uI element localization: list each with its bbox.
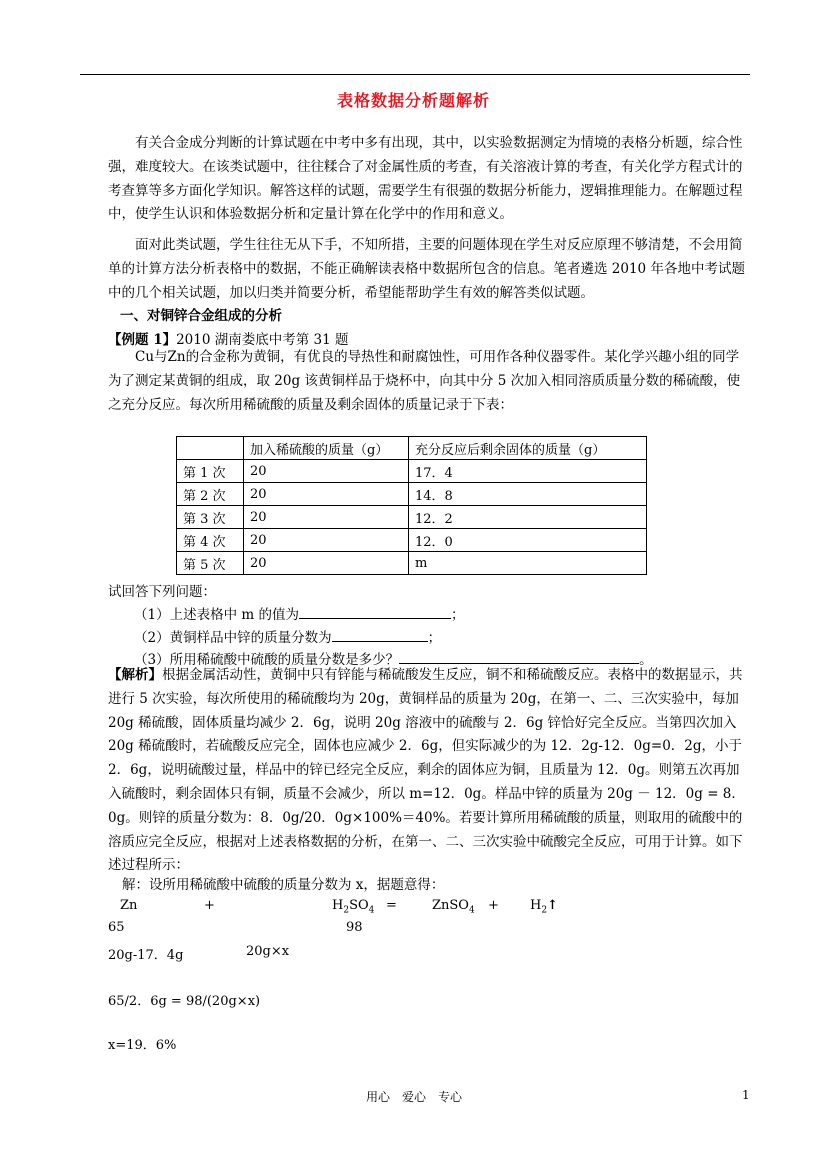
example-tag: 【例题 1】 [108, 332, 177, 348]
answer-blank-2 [332, 627, 428, 642]
header-rule [80, 74, 750, 75]
table-row [177, 460, 647, 483]
question-1-end: ； [450, 607, 465, 623]
question-1 [134, 603, 464, 623]
table-cell: 20 [244, 506, 409, 529]
answer-blank-3 [399, 649, 639, 664]
table-header-row [177, 437, 647, 460]
table-cell: 12．0 [409, 529, 647, 552]
table-header-cell: 充分反应后剩余固体的质量（g） [409, 437, 647, 460]
intro-paragraph-2: 面对此类试题，学生往往无从下手，不知所措，主要的问题体现在学生对反应原理不够清楚，不会用简单的计算方法分析表格中的数据，不能正确解读表格中数据所包含的信息。笔者遴选 2010 年各地中考试题中的几个相关试题，加以归类并简要分析，希望能帮助学生有效的解答类似试题。 [108, 237, 745, 301]
eq-plus-1: + [204, 898, 215, 913]
table-header-cell: 加入稀硫酸的质量（g） [244, 437, 409, 460]
eq-ratio: 65/2．6g = 98/(20g×x) [108, 994, 261, 1009]
eq-result: x=19．6% [108, 1038, 177, 1053]
question-3-text: （3）所用稀硫酸中硫酸的质量分数是多少？ [134, 652, 400, 668]
table-cell: 20 [244, 529, 409, 552]
eq-equals: = [386, 898, 397, 913]
example-heading [108, 328, 349, 348]
table-cell: m [409, 552, 647, 575]
table-cell: 17．4 [409, 460, 647, 483]
eq-molar-zn: 65 [108, 920, 125, 935]
eq-znso4: ZnSO$_4$ [432, 898, 475, 916]
footer-center: 用心 爱心 专心 [366, 1090, 463, 1104]
table-cell: 14．8 [409, 483, 647, 506]
question-3-end: 。 [639, 652, 653, 668]
section-heading-1: 一、对铜锌合金组成的分析 [120, 308, 282, 324]
table-cell: 第 5 次 [177, 552, 244, 575]
table-cell: 第 1 次 [177, 460, 244, 483]
analysis-text: 根据金属活动性，黄铜中只有锌能与稀硫酸发生反应，铜不和稀硫酸反应。表格中的数据显示，共进行 5 次实验，每次所使用的稀硫酸均为 20g，黄铜样品的质量为 20g，在第一、二、三次实验中，每加 20g 稀硫酸，固体质量均减少 2．6g，说明 20g 溶液中的硫酸与 2．6g 锌恰好完全反应。当第四次加入 20g 稀硫酸时，若硫酸反应完全，固体也应减少 2．6g，但实际减少的为 12．2g-12．0g=0．2g，小于 2．6g，说明硫酸过量，样品中的锌已经完全反应，剩余的固体应为铜，且质量为 12．0g。则第五次再加入硫酸时，剩余固体只有铜，质量不会减少，所以 m=12．0g。样品中锌的质量为 20g － 12．0g = 8．0g。则锌的质量分数为：8．0g/20．0g×100%＝40%。若要计算所用稀硫酸的质量，则取用的硫酸中的溶质应完全反应，根据对上述表格数据的分析，在第一、二、三次实验中硫酸完全反应，可用于计算。如下述过程所示： [108, 667, 745, 874]
data-table [176, 436, 647, 575]
eq-plus-2: + [488, 898, 499, 913]
page-number: 1 [742, 1088, 750, 1102]
eq-h2: $H_2↑$ [530, 898, 558, 916]
table-cell: 第 4 次 [177, 529, 244, 552]
answer-blank-1 [299, 604, 451, 619]
table-header-cell [177, 437, 244, 460]
table-cell: 20 [244, 552, 409, 575]
intro-paragraph-1: 有关合金成分判断的计算试题在中考中多有出现，其中，以实验数据测定为情境的表格分析题，综合性强，难度较大。在该类试题中，往往糅合了对金属性质的考查，有关溶液计算的考查，有关化学方程式计的考查算等多方面化学知识。解答这样的试题，需要学生有很强的数据分析能力，逻辑推理能力。在解题过程中，使学生认识和体验数据分析和定量计算在化学中的作用和意义。 [108, 135, 743, 223]
analysis-paragraph [108, 664, 750, 878]
table-row [177, 529, 647, 552]
question-2 [134, 626, 441, 646]
document-title: 表格数据分析题解析 [336, 91, 490, 110]
example-text: Cu与Zn的合金称为黄铜，有优良的导热性和耐腐蚀性，可用作各种仪器零件。某化学兴趣小组的同学为了测定某黄铜的组成，取 20g 该黄铜样品于烧杯中，向其中分 5 次加入相同溶质质量分数的稀硫酸，使之充分反应。每次所用稀硫酸的质量及剩余固体的质量记录于下表： [108, 349, 741, 413]
question-2-end: ； [427, 630, 442, 646]
eq-mass-h2so4: 20g×x [246, 944, 290, 959]
question-2-text: （2）黄铜样品中锌的质量分数为 [134, 630, 332, 646]
table-cell: 第 3 次 [177, 506, 244, 529]
question-1-text: （1）上述表格中 m 的值为 [134, 607, 299, 623]
table-row [177, 506, 647, 529]
table-row [177, 552, 647, 575]
example-source: 2010 湖南娄底中考第 31 题 [176, 332, 349, 348]
eq-h2so4: $H_2SO_4$ [332, 898, 375, 916]
eq-zn: Zn [120, 898, 138, 913]
eq-mass-zn: 20g-17．4g [108, 948, 184, 963]
table-cell: 第 2 次 [177, 483, 244, 506]
eq-molar-h2so4: 98 [346, 920, 363, 935]
solution-line: 解：设所用稀硫酸中硫酸的质量分数为 x，据题意得： [122, 877, 445, 893]
table-cell: 20 [244, 460, 409, 483]
questions-intro: 试回答下列问题： [108, 584, 216, 600]
table-row [177, 483, 647, 506]
table-cell: 20 [244, 483, 409, 506]
table-cell: 12．2 [409, 506, 647, 529]
analysis-tag: 【解析】 [108, 667, 162, 683]
